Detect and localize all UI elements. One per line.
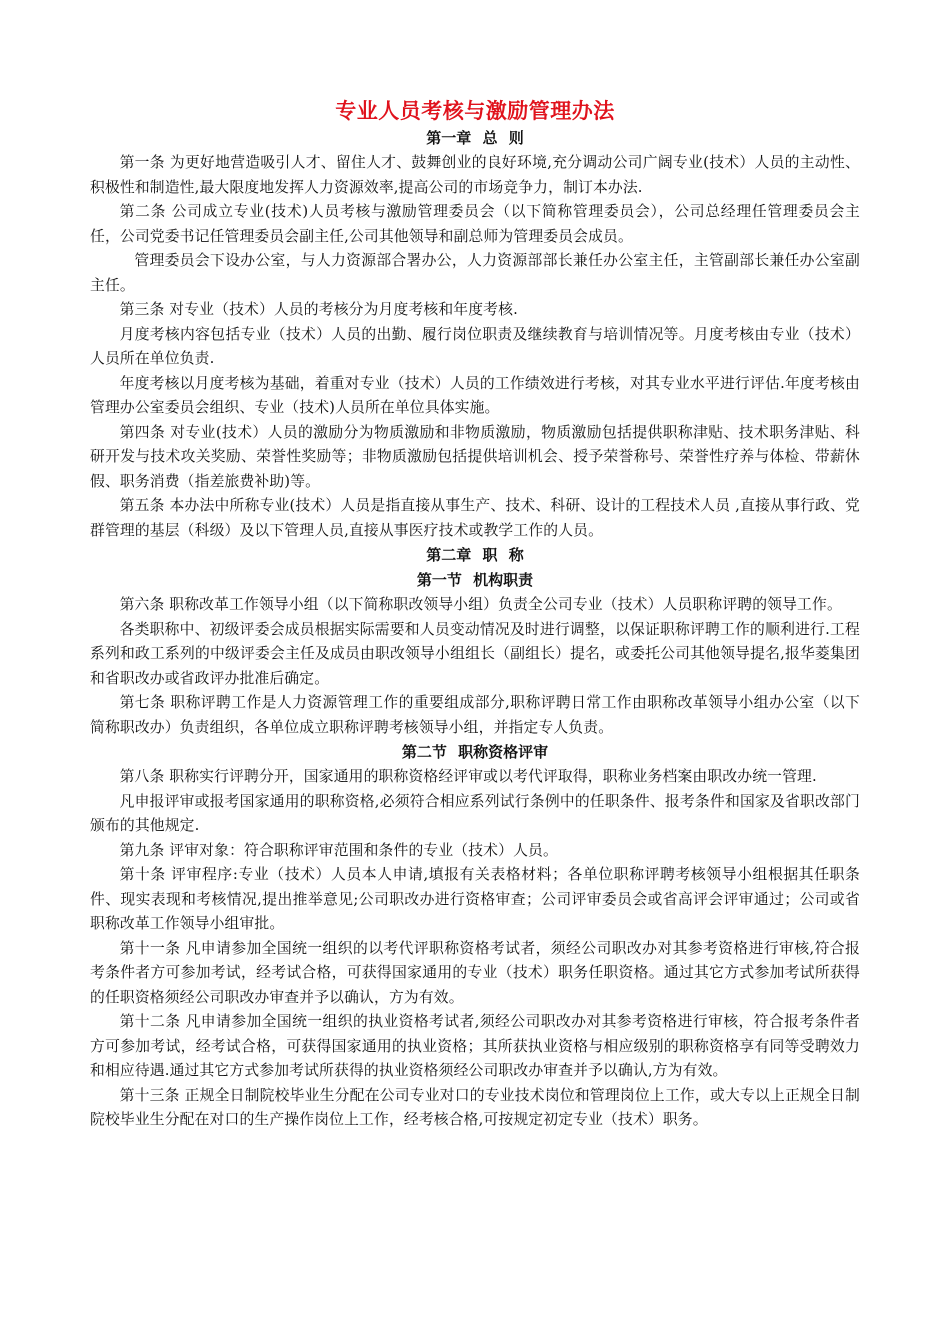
article-2-continuation: 管理委员会下设办公室，与人力资源部合署办公，人力资源部部长兼任办公室主任，主管副部长兼任办公室副主任。	[90, 252, 860, 294]
chapter-2-heading: 第二章 职 称	[426, 546, 524, 564]
article-1: 第一条 为更好地营造吸引人才、留住人才、鼓舞创业的良好环境,充分调动公司广阔专业(技术）人员的主动性、积极性和制造性,最大限度地发挥人力资源效率,提高公司的市场竞争力，制订本办法.	[90, 154, 860, 196]
application-requirements-paragraph: 凡申报评审或报考国家通用的职称资格,必须符合相应系列试行条例中的任职条件、报考条件和国家及省职改部门颁布的其他规定.	[90, 792, 860, 834]
article-13: 第十三条 正规全日制院校毕业生分配在公司专业对口的专业技术岗位和管理岗位上工作，或大专以上正规全日制院校毕业生分配在对口的生产操作岗位上工作，经考核合格,可按规定初定专业（技术）职务。	[90, 1086, 860, 1128]
article-3: 第三条 对专业（技术）人员的考核分为月度考核和年度考核.	[119, 301, 518, 318]
article-11: 第十一条 凡申请参加全国统一组织的以考代评职称资格考试者，须经公司职改办对其参考资格进行审核,符合报考条件者方可参加考试，经考试合格，可获得国家通用的专业（技术）职务任职资格。通过其它方式参加考试所获得的任职资格须经公司职改办审查并予以确认，方为有效。	[90, 939, 860, 1006]
article-7: 第七条 职称评聘工作是人力资源管理工作的重要组成部分,职称评聘日常工作由职称改革领导小组办公室（以下简称职改办）负责组织，各单位成立职称评聘考核领导小组，并指定专人负责。	[90, 694, 860, 736]
article-4: 第四条 对专业(技术）人员的激励分为物质激励和非物质激励，物质激励包括提供职称津贴、技术职务津贴、科研开发与技术攻关奖励、荣誉性奖励等；非物质激励包括提供培训机会、授予荣誉称号、荣誉性疗养与体检、带薪休假、职务消费（指差旅费补助)等。	[90, 423, 860, 490]
section-1-heading: 第一节 机构职责	[416, 571, 534, 589]
section-2-heading: 第二节 职称资格评审	[401, 743, 549, 761]
monthly-assessment-paragraph: 月度考核内容包括专业（技术）人员的出勤、履行岗位职责及继续教育与培训情况等。月度考核由专业（技术）人员所在单位负责.	[90, 325, 860, 367]
article-12: 第十二条 凡申请参加全国统一组织的执业资格考试者,须经公司职改办对其参考资格进行审核，符合报考条件者方可参加考试，经考试合格，可获得国家通用的执业资格；其所获执业资格与相应级别的职称资格享有同等受聘效力和相应待遇.通过其它方式参加考试所获得的执业资格须经公司职改办审查并予以确认,方为有效。	[90, 1013, 860, 1079]
review-committee-paragraph: 各类职称中、初级评委会成员根据实际需要和人员变动情况及时进行调整，以保证职称评聘工作的顺利进行.工程系列和政工系列的中级评委会主任及成员由职改领导小组组长（副组长）提名，或委托公司其他领导提名,报华菱集团和省职改办或省政评办批准后确定。	[90, 620, 860, 687]
chapter-1-heading: 第一章 总 则	[426, 129, 524, 147]
article-6: 第六条 职称改革工作领导小组（以下简称职改领导小组）负责全公司专业（技术）人员职称评聘的领导工作。	[119, 596, 842, 613]
document-page	[90, 96, 860, 1133]
article-5: 第五条 本办法中所称专业(技术）人员是指直接从事生产、技术、科研、设计的工程技术人员 ,直接从事行政、党群管理的基层（科级）及以下管理人员,直接从事医疗技术或教学工作的人员。	[90, 497, 860, 539]
article-2: 第二条 公司成立专业(技术)人员考核与激励管理委员会（以下简称管理委员会），公司总经理任管理委员会主任，公司党委书记任管理委员会副主任,公司其他领导和副总师为管理委员会成员。	[90, 203, 860, 245]
article-9: 第九条 评审对象：符合职称评审范围和条件的专业（技术）人员。	[119, 841, 558, 859]
article-10: 第十条 评审程序:专业（技术）人员本人申请,填报有关表格材料；各单位职称评聘考核领导小组根据其任职条件、现实表现和考核情况,提出推举意见;公司职改办进行资格审查；公司评审委员会或省高评会评审通过；公司或省职称改革工作领导小组审批。	[90, 866, 860, 932]
article-8: 第八条 职称实行评聘分开，国家通用的职称资格经评审或以考代评取得，职称业务档案由职改办统一管理.	[119, 768, 817, 785]
annual-assessment-paragraph: 年度考核以月度考核为基础，着重对专业（技术）人员的工作绩效进行考核，对其专业水平进行评估.年度考核由管理办公室委员会组织、专业（技术)人员所在单位具体实施。	[90, 374, 860, 416]
document-title: 专业人员考核与激励管理办法	[335, 99, 615, 123]
